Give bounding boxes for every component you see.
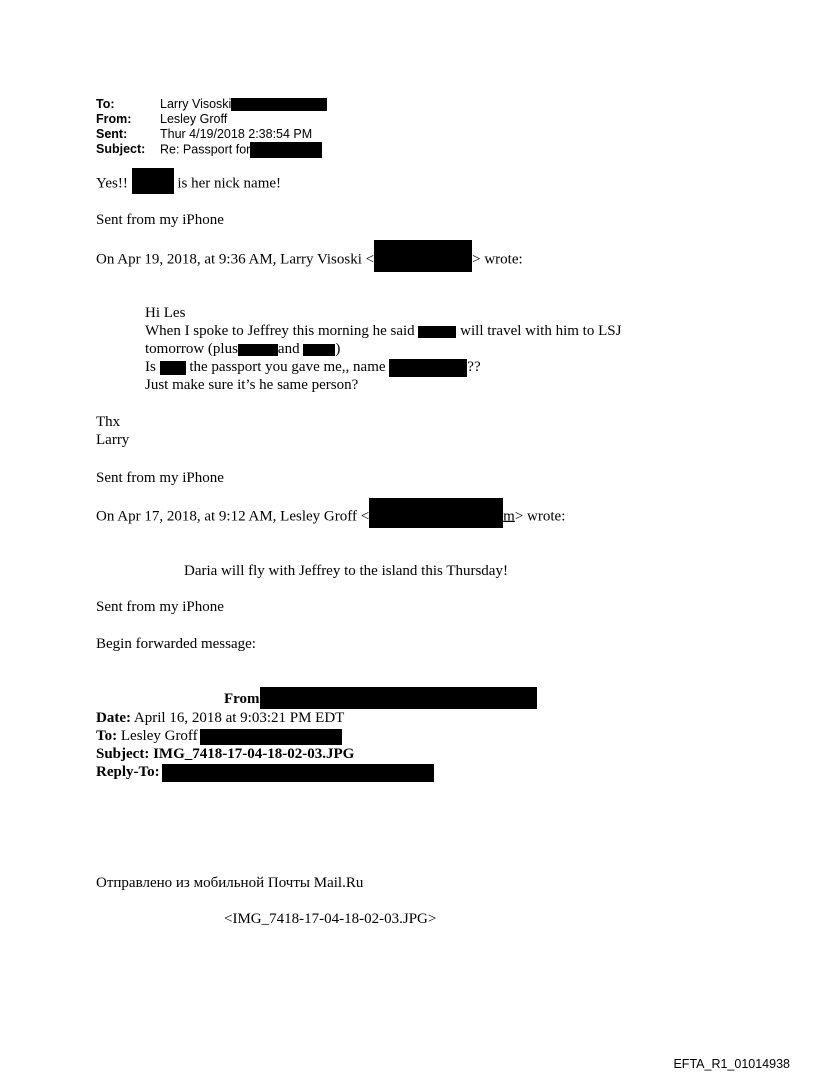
quote-line (145, 340, 340, 358)
quote-message: Daria will fly with Jeffrey to the island this Thursday! (184, 563, 508, 579)
forwarded-date-label: Date: (96, 710, 131, 726)
email-header-to (96, 97, 327, 112)
email-link[interactable]: m (503, 508, 515, 525)
forwarded-to-value: Lesley Groff (120, 728, 198, 744)
forwarded-replyto (96, 763, 434, 782)
closing-thx: Thx (96, 414, 121, 430)
forwarded-subject-value: IMG_7418-17-04-18-02-03.JPG (153, 746, 355, 762)
document-id: EFTA_R1_01014938 (673, 1057, 790, 1071)
header-sent-label: Sent: (96, 127, 128, 141)
header-subject-label: Subject: (96, 142, 146, 157)
redaction-box (200, 729, 342, 745)
forwarded-subject (96, 745, 354, 763)
redaction-box (260, 687, 537, 709)
redaction-box (374, 240, 472, 272)
quote-intro (96, 506, 565, 528)
closing-name: Larry (96, 432, 130, 448)
forward-note: Begin forwarded message: (96, 636, 256, 652)
header-subject-value: Re: Passport for (160, 142, 251, 157)
signature: Sent from my iPhone (96, 599, 224, 615)
reply-text: Yes!! (96, 175, 128, 192)
quote-text: tomorrow (plus (145, 341, 238, 357)
quote-text: and (277, 341, 300, 357)
redaction-box (132, 168, 174, 194)
quote-line (145, 322, 621, 340)
attachment-placeholder[interactable]: <IMG_7418-17-04-18-02-03.JPG> (224, 911, 437, 927)
quote-line: Just make sure it’s he same person? (145, 377, 359, 393)
forwarded-from (224, 690, 537, 709)
quote-intro-text: > wrote: (472, 251, 523, 268)
quote-text: ?? (467, 359, 481, 375)
quote-text: When I spoke to Jeffrey this morning he said (145, 323, 415, 339)
redaction-box (231, 98, 327, 111)
forwarded-to (96, 727, 342, 745)
quote-text: will travel with him to LSJ (460, 323, 622, 339)
redaction-box (418, 326, 456, 338)
forwarded-replyto-label: Reply-To: (96, 764, 160, 780)
quote-text: ) (335, 341, 341, 357)
redaction-box (238, 344, 278, 356)
mail-ru-signature: Отправлено из мобильной Почты Mail.Ru (96, 875, 364, 891)
header-from-value: Lesley Groff (160, 112, 228, 126)
quote-intro (96, 248, 523, 272)
email-header-subject (96, 142, 322, 158)
redaction-box (162, 764, 434, 782)
forwarded-subject-label: Subject: (96, 746, 150, 762)
redaction-box (250, 142, 322, 158)
reply-text: is her nick name! (177, 175, 282, 192)
email-header-sent (96, 127, 312, 142)
forwarded-from-label: From (224, 691, 260, 707)
quote-intro-text: On Apr 19, 2018, at 9:36 AM, Larry Visoski < (96, 251, 375, 268)
signature: Sent from my iPhone (96, 212, 224, 228)
quote-intro-text: On Apr 17, 2018, at 9:12 AM, Lesley Groff < (96, 508, 370, 525)
signature: Sent from my iPhone (96, 470, 224, 486)
quote-line (145, 358, 481, 377)
redaction-box (389, 359, 467, 377)
header-to-label: To: (96, 97, 115, 111)
forwarded-to-label: To: (96, 728, 118, 744)
quote-greeting: Hi Les (145, 305, 186, 321)
redaction-box (369, 498, 503, 528)
header-to-value: Larry Visoski (160, 97, 232, 111)
forwarded-date-value: April 16, 2018 at 9:03:21 PM EDT (133, 710, 345, 726)
quote-text: the passport you gave me,, name (189, 359, 386, 375)
redaction-box (160, 361, 186, 375)
forwarded-date (96, 709, 344, 727)
redaction-box (303, 344, 335, 356)
quote-text: Is (145, 359, 156, 375)
header-sent-value: Thur 4/19/2018 2:38:54 PM (160, 127, 313, 141)
email-header-from (96, 112, 227, 127)
quote-intro-text: > wrote: (514, 508, 566, 525)
reply-line (96, 174, 281, 194)
header-from-label: From: (96, 112, 132, 126)
